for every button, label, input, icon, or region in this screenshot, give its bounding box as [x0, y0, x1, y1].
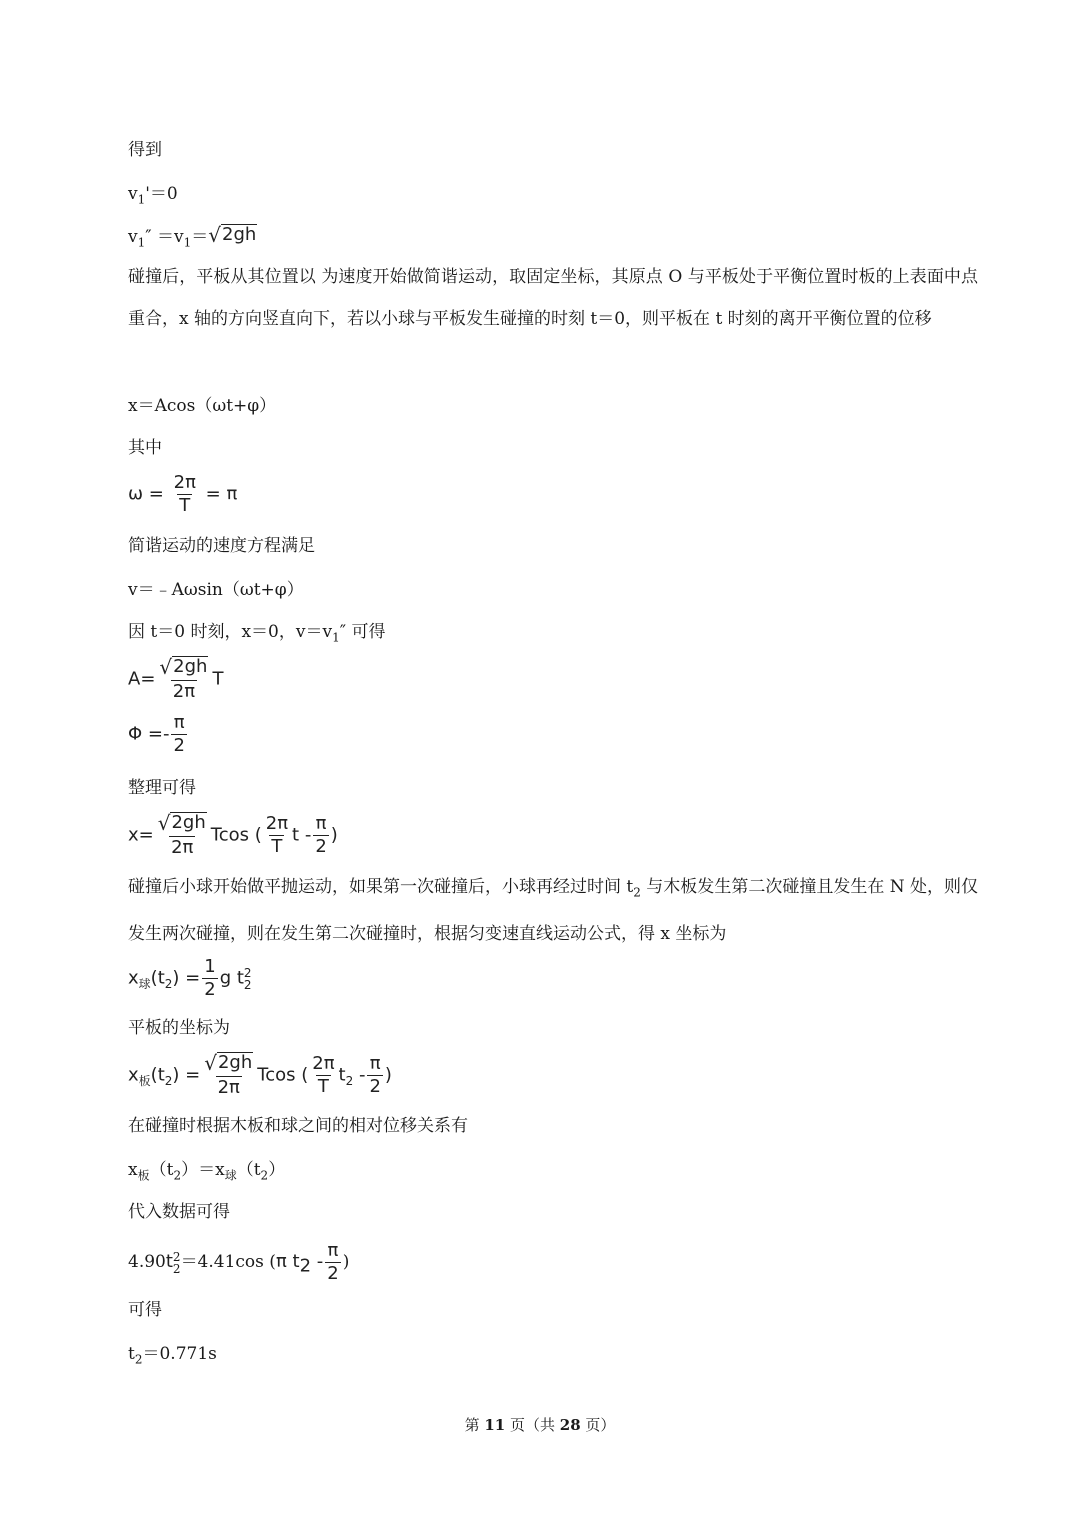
xq-den: 2 — [204, 979, 216, 1000]
footer-post: 页） — [580, 1416, 616, 1434]
rel-sub3: 球 — [224, 1168, 237, 1183]
rel-c: ）＝x — [181, 1160, 225, 1180]
eq-omega — [128, 472, 237, 517]
eq-v1pp-c: ＝ — [191, 227, 209, 247]
eq-x-board — [128, 1052, 392, 1099]
rel-sub4: 2 — [260, 1168, 269, 1183]
xq-x: x — [128, 967, 139, 989]
footer-pre: 第 — [464, 1416, 485, 1434]
text-jianxie: 简谐运动的速度方程满足 — [128, 536, 315, 556]
phi-fraction — [171, 712, 186, 757]
rel-sub1: 板 — [137, 1168, 150, 1183]
xb-den3: 2 — [369, 1076, 381, 1097]
num-minus: - — [311, 1251, 324, 1272]
t2-a: t — [128, 1344, 135, 1364]
eq-v1p-var: v — [128, 184, 138, 204]
text-pingban: 平板的坐标为 — [128, 1018, 230, 1038]
xb-den: 2π — [217, 1077, 240, 1098]
xb-argsub: 2 — [164, 1074, 173, 1089]
x-radicand: 2gh — [171, 812, 206, 833]
eq-v1pp-b: ″ ＝v — [145, 227, 184, 247]
xb-num2: 2π — [312, 1053, 335, 1074]
A-fraction: √ 2gh 2π — [159, 655, 208, 702]
x-num2: 2π — [265, 813, 289, 834]
xq-sub2: 2 — [243, 977, 252, 992]
eq-v1p-sub: 1 — [137, 192, 146, 207]
xb-arg: (t — [150, 1064, 165, 1086]
cond-a: 因 t＝0 时刻，x＝0，v＝v — [128, 622, 333, 642]
x-mid: Tcos ( — [210, 824, 262, 846]
x-den2: T — [271, 836, 283, 857]
eq-t2-result — [128, 1342, 217, 1371]
rel-b: （t — [149, 1160, 174, 1180]
x-den3: 2 — [315, 836, 327, 857]
num-pnum: π — [327, 1240, 339, 1261]
cond-sub: 1 — [332, 630, 340, 645]
omega-right: = π — [205, 483, 238, 505]
footer-mid: 页（共 — [505, 1416, 560, 1434]
num-a: 4.90 — [128, 1252, 166, 1272]
eq-v-sin: v＝﹣Aωsin（ωt+φ） — [128, 580, 304, 600]
xb-fraction-2 — [310, 1053, 336, 1098]
xq-num: 1 — [204, 956, 216, 977]
phi-num: π — [173, 712, 185, 733]
eq-v1-prime — [128, 182, 178, 211]
xq-fraction — [202, 956, 217, 1001]
eq-x-ball — [128, 956, 252, 1001]
omega-left: ω = — [128, 483, 164, 505]
text-condition — [128, 620, 385, 649]
xb-tsub: 2 — [345, 1074, 354, 1089]
eq-numeric — [128, 1240, 349, 1285]
rel-d: （t — [236, 1160, 261, 1180]
num-fraction — [325, 1240, 340, 1285]
footer-total-pages: 28 — [559, 1416, 581, 1434]
omega-fraction — [172, 472, 198, 517]
eq-v1pp-a: v — [128, 227, 138, 247]
eq-phi — [128, 712, 189, 757]
eq-v1pp-sub2: 1 — [183, 235, 192, 250]
A-right: T — [212, 668, 224, 690]
text-dairu: 代入数据可得 — [128, 1202, 230, 1222]
xq-sup: 2 — [243, 965, 252, 980]
x-den: 2π — [171, 837, 194, 858]
text-kede: 可得 — [128, 1300, 162, 1320]
xq-argsub: 2 — [164, 977, 173, 992]
A-radicand: 2gh — [173, 656, 208, 677]
text-dedao: 得到 — [128, 140, 162, 160]
num-t: t — [165, 1251, 173, 1272]
xb-eq: ) = — [172, 1064, 201, 1086]
xb-fraction-3 — [367, 1053, 382, 1098]
xb-x: x — [128, 1064, 139, 1086]
page-footer — [0, 1414, 1080, 1435]
x-fraction-3 — [313, 813, 328, 858]
text-qizhong: 其中 — [128, 438, 162, 458]
eq-relation — [128, 1158, 285, 1187]
xq-eq: ) = — [172, 967, 201, 989]
num-csub: 2 — [299, 1255, 312, 1277]
omega-den: T — [179, 495, 191, 516]
t2-b: ＝0.771s — [142, 1344, 217, 1364]
xb-t: t — [338, 1064, 346, 1086]
num-pden: 2 — [327, 1263, 339, 1284]
eq-v1p-rest: '＝0 — [145, 184, 178, 204]
xb-sub: 板 — [138, 1074, 151, 1089]
footer-page-number: 11 — [484, 1416, 506, 1434]
xq-arg: (t — [150, 967, 165, 989]
x-left: x= — [128, 824, 154, 846]
xq-exponent — [244, 967, 252, 991]
eq-x-full — [128, 812, 338, 859]
x-mid2: t - — [292, 824, 312, 846]
num-r: ) — [342, 1252, 350, 1272]
num-sub: 2 — [172, 1261, 181, 1276]
num-b: ＝4.41cos ( — [180, 1252, 276, 1272]
num-sup: 2 — [172, 1249, 181, 1264]
paragraph-second-collision — [128, 866, 978, 955]
xb-radicand: 2gh — [217, 1052, 253, 1073]
sqrt-2gh: √ 2gh — [208, 223, 257, 247]
eq-x-acos: x＝Acos（ωt+φ） — [128, 396, 277, 416]
x-num3: π — [315, 813, 327, 834]
text-zhengli: 整理可得 — [128, 778, 196, 798]
x-fraction-2 — [264, 813, 290, 858]
sqrt-radicand: 2gh — [222, 224, 257, 245]
omega-num: 2π — [173, 472, 196, 493]
p2-a: 碰撞后小球开始做平抛运动，如果第一次碰撞后，小球再经过时间 t — [128, 877, 634, 897]
x-right: ) — [330, 824, 338, 846]
text-relative: 在碰撞时根据木板和球之间的相对位移关系有 — [128, 1116, 468, 1136]
eq-amplitude — [128, 656, 223, 703]
xb-fraction-1: √ 2gh 2π — [204, 1051, 253, 1098]
phi-left: Φ =- — [128, 723, 170, 745]
xb-mid: Tcos ( — [257, 1064, 309, 1086]
phi-den: 2 — [173, 735, 185, 756]
t2-sub: 2 — [134, 1352, 143, 1367]
xb-minus: - — [353, 1064, 366, 1086]
xb-den2: T — [317, 1076, 329, 1097]
p2-b: 与木板发生第二次碰撞且发生在 N 处，则仅发生两次碰撞，则在发生第二次碰撞时，根据匀变速直线运动公式，得 x 坐标为 — [128, 877, 979, 945]
x-fraction-1: √ 2gh 2π — [157, 811, 206, 858]
eq-v1pp-sub: 1 — [137, 235, 146, 250]
num-c: π t — [275, 1251, 300, 1272]
xb-right: ) — [384, 1064, 392, 1086]
xq-g: g t — [219, 967, 244, 989]
num-exponent — [173, 1251, 181, 1275]
rel-sub2: 2 — [173, 1168, 182, 1183]
xq-sub: 球 — [138, 977, 151, 992]
xb-num3: π — [369, 1053, 381, 1074]
A-den: 2π — [172, 681, 196, 702]
eq-v1-double-prime — [128, 224, 257, 254]
A-left: A= — [128, 668, 156, 690]
cond-b: ″ 可得 — [339, 622, 386, 642]
rel-e: ） — [268, 1160, 286, 1180]
paragraph-collision: 碰撞后，平板从其位置以 为速度开始做简谐运动，取固定坐标，其原点 O 与平板处于平衡位置时板的上表面中点重合，x 轴的方向竖直向下，若以小球与平板发生碰撞的时刻 t＝0，则平板在 t 时刻的离开平衡位置的位移 — [128, 267, 978, 329]
rel-a: x — [128, 1160, 138, 1180]
p2-sub: 2 — [633, 885, 641, 900]
